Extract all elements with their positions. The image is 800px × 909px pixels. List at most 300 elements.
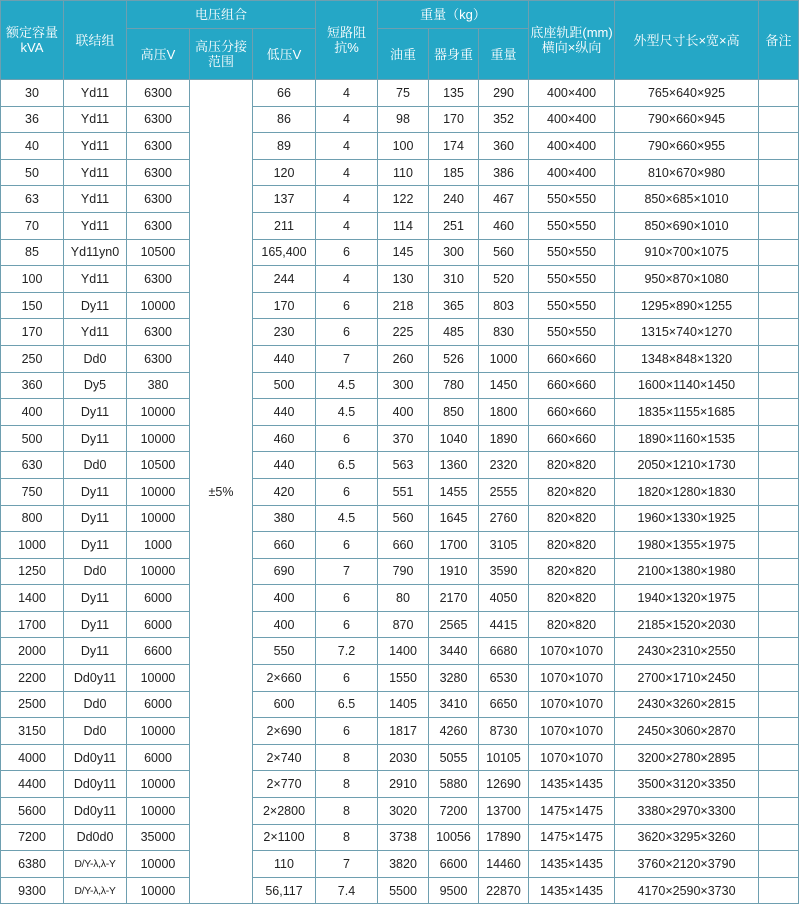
hv-cell: 6000 xyxy=(127,691,190,718)
hv-cell: 10000 xyxy=(127,478,190,505)
remark-cell xyxy=(759,133,799,160)
hv-cell: 6300 xyxy=(127,345,190,372)
hv-cell: 10000 xyxy=(127,718,190,745)
body-weight-cell: 5055 xyxy=(429,744,479,771)
rail-cell: 1475×1475 xyxy=(529,798,615,825)
lv-cell: 2×660 xyxy=(253,665,316,692)
rail-cell: 1070×1070 xyxy=(529,744,615,771)
dimensions-cell: 1960×1330×1925 xyxy=(615,505,759,532)
body-weight-cell: 485 xyxy=(429,319,479,346)
connection-cell: Dy11 xyxy=(64,611,127,638)
body-weight-cell: 251 xyxy=(429,212,479,239)
impedance-cell: 4.5 xyxy=(316,399,378,426)
dimensions-cell: 1295×890×1255 xyxy=(615,292,759,319)
total-weight-cell: 6650 xyxy=(479,691,529,718)
table-header xyxy=(1,1,799,80)
table-row xyxy=(1,505,799,532)
impedance-cell: 7 xyxy=(316,345,378,372)
dimensions-cell: 790×660×945 xyxy=(615,106,759,133)
total-weight-cell: 3105 xyxy=(479,532,529,559)
hv-cell: 10500 xyxy=(127,239,190,266)
capacity-cell: 4400 xyxy=(1,771,64,798)
body-weight-cell: 1040 xyxy=(429,425,479,452)
lv-cell: 2×1100 xyxy=(253,824,316,851)
lv-cell: 600 xyxy=(253,691,316,718)
remark-cell xyxy=(759,212,799,239)
header-hv: 高压V xyxy=(127,29,190,80)
body-weight-cell: 2565 xyxy=(429,611,479,638)
hv-cell: 10000 xyxy=(127,399,190,426)
oil-weight-cell: 114 xyxy=(378,212,429,239)
oil-weight-cell: 1405 xyxy=(378,691,429,718)
body-weight-cell: 4260 xyxy=(429,718,479,745)
lv-cell: 230 xyxy=(253,319,316,346)
total-weight-cell: 8730 xyxy=(479,718,529,745)
connection-cell: Yd11 xyxy=(64,133,127,160)
lv-cell: 120 xyxy=(253,159,316,186)
lv-cell: 550 xyxy=(253,638,316,665)
hv-cell: 6300 xyxy=(127,186,190,213)
total-weight-cell: 13700 xyxy=(479,798,529,825)
remark-cell xyxy=(759,771,799,798)
connection-cell: Dd0 xyxy=(64,452,127,479)
body-weight-cell: 300 xyxy=(429,239,479,266)
table-row xyxy=(1,399,799,426)
impedance-cell: 4 xyxy=(316,133,378,160)
total-weight-cell: 4415 xyxy=(479,611,529,638)
total-weight-cell: 12690 xyxy=(479,771,529,798)
lv-cell: 2×740 xyxy=(253,744,316,771)
remark-cell xyxy=(759,638,799,665)
connection-cell: Yd11 xyxy=(64,212,127,239)
rail-cell: 820×820 xyxy=(529,478,615,505)
capacity-cell: 360 xyxy=(1,372,64,399)
body-weight-cell: 3280 xyxy=(429,665,479,692)
impedance-cell: 6 xyxy=(316,292,378,319)
hv-cell: 1000 xyxy=(127,532,190,559)
dimensions-cell: 3500×3120×3350 xyxy=(615,771,759,798)
remark-cell xyxy=(759,824,799,851)
hv-cell: 10000 xyxy=(127,798,190,825)
rail-cell: 820×820 xyxy=(529,505,615,532)
hv-cell: 6300 xyxy=(127,159,190,186)
total-weight-cell: 6680 xyxy=(479,638,529,665)
oil-weight-cell: 1400 xyxy=(378,638,429,665)
lv-cell: 56,117 xyxy=(253,877,316,904)
table-row xyxy=(1,851,799,878)
table-row xyxy=(1,585,799,612)
connection-cell: Dy11 xyxy=(64,425,127,452)
total-weight-cell: 1000 xyxy=(479,345,529,372)
capacity-cell: 170 xyxy=(1,319,64,346)
oil-weight-cell: 660 xyxy=(378,532,429,559)
body-weight-cell: 5880 xyxy=(429,771,479,798)
rail-cell: 1475×1475 xyxy=(529,824,615,851)
lv-cell: 86 xyxy=(253,106,316,133)
hv-cell: 6300 xyxy=(127,212,190,239)
dimensions-cell: 3200×2780×2895 xyxy=(615,744,759,771)
dimensions-cell: 810×670×980 xyxy=(615,159,759,186)
oil-weight-cell: 790 xyxy=(378,558,429,585)
capacity-cell: 63 xyxy=(1,186,64,213)
impedance-cell: 4 xyxy=(316,186,378,213)
lv-cell: 440 xyxy=(253,345,316,372)
total-weight-cell: 1890 xyxy=(479,425,529,452)
total-weight-cell: 17890 xyxy=(479,824,529,851)
connection-cell: D/Y-λ,λ-Y xyxy=(64,877,127,904)
table-row xyxy=(1,665,799,692)
dimensions-cell: 3760×2120×3790 xyxy=(615,851,759,878)
body-weight-cell: 185 xyxy=(429,159,479,186)
table-row xyxy=(1,345,799,372)
capacity-cell: 5600 xyxy=(1,798,64,825)
oil-weight-cell: 560 xyxy=(378,505,429,532)
body-weight-cell: 850 xyxy=(429,399,479,426)
table-row xyxy=(1,239,799,266)
header-rail: 底座轨距(mm)横向×纵向 xyxy=(529,1,615,80)
total-weight-cell: 1450 xyxy=(479,372,529,399)
rail-cell: 550×550 xyxy=(529,319,615,346)
connection-cell: Dd0 xyxy=(64,718,127,745)
remark-cell xyxy=(759,505,799,532)
header-hv-tap: 高压分接范围 xyxy=(190,29,253,80)
total-weight-cell: 460 xyxy=(479,212,529,239)
header-lv: 低压V xyxy=(253,29,316,80)
capacity-cell: 750 xyxy=(1,478,64,505)
impedance-cell: 4 xyxy=(316,80,378,107)
capacity-cell: 150 xyxy=(1,292,64,319)
capacity-cell: 630 xyxy=(1,452,64,479)
connection-cell: Dy11 xyxy=(64,585,127,612)
remark-cell xyxy=(759,159,799,186)
table-row xyxy=(1,292,799,319)
lv-cell: 2×690 xyxy=(253,718,316,745)
oil-weight-cell: 370 xyxy=(378,425,429,452)
hv-cell: 10000 xyxy=(127,851,190,878)
total-weight-cell: 467 xyxy=(479,186,529,213)
table-row xyxy=(1,106,799,133)
capacity-cell: 70 xyxy=(1,212,64,239)
connection-cell: Yd11 xyxy=(64,80,127,107)
impedance-cell: 4 xyxy=(316,266,378,293)
connection-cell: Dd0d0 xyxy=(64,824,127,851)
capacity-cell: 2200 xyxy=(1,665,64,692)
lv-cell: 170 xyxy=(253,292,316,319)
impedance-cell: 4 xyxy=(316,212,378,239)
hv-cell: 6300 xyxy=(127,319,190,346)
remark-cell xyxy=(759,877,799,904)
table-row xyxy=(1,212,799,239)
lv-cell: 460 xyxy=(253,425,316,452)
impedance-cell: 7.2 xyxy=(316,638,378,665)
impedance-cell: 8 xyxy=(316,744,378,771)
body-weight-cell: 170 xyxy=(429,106,479,133)
capacity-cell: 36 xyxy=(1,106,64,133)
rail-cell: 1435×1435 xyxy=(529,771,615,798)
lv-cell: 2×770 xyxy=(253,771,316,798)
remark-cell xyxy=(759,106,799,133)
impedance-cell: 6.5 xyxy=(316,452,378,479)
dimensions-cell: 2100×1380×1980 xyxy=(615,558,759,585)
dimensions-cell: 1940×1320×1975 xyxy=(615,585,759,612)
connection-cell: Yd11 xyxy=(64,159,127,186)
table-row xyxy=(1,532,799,559)
dimensions-cell: 2450×3060×2870 xyxy=(615,718,759,745)
table-row xyxy=(1,744,799,771)
remark-cell xyxy=(759,665,799,692)
remark-cell xyxy=(759,266,799,293)
capacity-cell: 400 xyxy=(1,399,64,426)
table-row xyxy=(1,425,799,452)
connection-cell: Dd0y11 xyxy=(64,744,127,771)
capacity-cell: 500 xyxy=(1,425,64,452)
body-weight-cell: 6600 xyxy=(429,851,479,878)
oil-weight-cell: 3738 xyxy=(378,824,429,851)
body-weight-cell: 9500 xyxy=(429,877,479,904)
body-weight-cell: 1360 xyxy=(429,452,479,479)
total-weight-cell: 360 xyxy=(479,133,529,160)
remark-cell xyxy=(759,798,799,825)
header-weight-group: 重量（kg） xyxy=(378,1,529,29)
capacity-cell: 40 xyxy=(1,133,64,160)
rail-cell: 660×660 xyxy=(529,425,615,452)
rail-cell: 1070×1070 xyxy=(529,638,615,665)
dimensions-cell: 4170×2590×3730 xyxy=(615,877,759,904)
header-capacity: 额定容量kVA xyxy=(1,1,64,80)
oil-weight-cell: 563 xyxy=(378,452,429,479)
hv-cell: 10000 xyxy=(127,558,190,585)
impedance-cell: 6 xyxy=(316,611,378,638)
lv-cell: 380 xyxy=(253,505,316,532)
oil-weight-cell: 551 xyxy=(378,478,429,505)
capacity-cell: 85 xyxy=(1,239,64,266)
total-weight-cell: 1800 xyxy=(479,399,529,426)
lv-cell: 420 xyxy=(253,478,316,505)
dimensions-cell: 1348×848×1320 xyxy=(615,345,759,372)
body-weight-cell: 135 xyxy=(429,80,479,107)
rail-cell: 660×660 xyxy=(529,345,615,372)
connection-cell: Yd11 xyxy=(64,319,127,346)
connection-cell: Yd11 xyxy=(64,106,127,133)
dimensions-cell: 1835×1155×1685 xyxy=(615,399,759,426)
remark-cell xyxy=(759,292,799,319)
dimensions-cell: 1890×1160×1535 xyxy=(615,425,759,452)
oil-weight-cell: 2910 xyxy=(378,771,429,798)
impedance-cell: 4.5 xyxy=(316,372,378,399)
dimensions-cell: 910×700×1075 xyxy=(615,239,759,266)
rail-cell: 820×820 xyxy=(529,611,615,638)
lv-cell: 400 xyxy=(253,611,316,638)
lv-cell: 400 xyxy=(253,585,316,612)
hv-cell: 6000 xyxy=(127,744,190,771)
rail-cell: 660×660 xyxy=(529,399,615,426)
body-weight-cell: 365 xyxy=(429,292,479,319)
lv-cell: 110 xyxy=(253,851,316,878)
hv-cell: 6300 xyxy=(127,266,190,293)
remark-cell xyxy=(759,425,799,452)
remark-cell xyxy=(759,718,799,745)
lv-cell: 2×2800 xyxy=(253,798,316,825)
table-body xyxy=(1,80,799,904)
table-row xyxy=(1,691,799,718)
total-weight-cell: 3590 xyxy=(479,558,529,585)
header-oil-weight: 油重 xyxy=(378,29,429,80)
dimensions-cell: 1820×1280×1830 xyxy=(615,478,759,505)
hv-cell: 10000 xyxy=(127,665,190,692)
table-row xyxy=(1,638,799,665)
rail-cell: 820×820 xyxy=(529,452,615,479)
impedance-cell: 7 xyxy=(316,851,378,878)
remark-cell xyxy=(759,478,799,505)
connection-cell: Dd0y11 xyxy=(64,665,127,692)
table-row xyxy=(1,718,799,745)
body-weight-cell: 526 xyxy=(429,345,479,372)
total-weight-cell: 352 xyxy=(479,106,529,133)
rail-cell: 1070×1070 xyxy=(529,718,615,745)
table-row xyxy=(1,478,799,505)
oil-weight-cell: 870 xyxy=(378,611,429,638)
lv-cell: 165,400 xyxy=(253,239,316,266)
hv-cell: 6000 xyxy=(127,585,190,612)
rail-cell: 400×400 xyxy=(529,159,615,186)
connection-cell: Dy11 xyxy=(64,478,127,505)
lv-cell: 244 xyxy=(253,266,316,293)
total-weight-cell: 560 xyxy=(479,239,529,266)
remark-cell xyxy=(759,345,799,372)
table-row xyxy=(1,877,799,904)
body-weight-cell: 310 xyxy=(429,266,479,293)
hv-tap-range-cell: ±5% xyxy=(190,80,253,904)
hv-cell: 6300 xyxy=(127,133,190,160)
hv-cell: 6000 xyxy=(127,611,190,638)
capacity-cell: 9300 xyxy=(1,877,64,904)
capacity-cell: 250 xyxy=(1,345,64,372)
oil-weight-cell: 100 xyxy=(378,133,429,160)
table-row xyxy=(1,159,799,186)
remark-cell xyxy=(759,372,799,399)
body-weight-cell: 1700 xyxy=(429,532,479,559)
dimensions-cell: 2700×1710×2450 xyxy=(615,665,759,692)
connection-cell: D/Y-λ,λ-Y xyxy=(64,851,127,878)
rail-cell: 400×400 xyxy=(529,133,615,160)
hv-cell: 10000 xyxy=(127,292,190,319)
body-weight-cell: 10056 xyxy=(429,824,479,851)
total-weight-cell: 290 xyxy=(479,80,529,107)
lv-cell: 440 xyxy=(253,452,316,479)
impedance-cell: 4 xyxy=(316,159,378,186)
impedance-cell: 7 xyxy=(316,558,378,585)
dimensions-cell: 765×640×925 xyxy=(615,80,759,107)
capacity-cell: 6380 xyxy=(1,851,64,878)
hv-cell: 10000 xyxy=(127,771,190,798)
header-total-weight: 重量 xyxy=(479,29,529,80)
table-row xyxy=(1,186,799,213)
capacity-cell: 1400 xyxy=(1,585,64,612)
impedance-cell: 6 xyxy=(316,665,378,692)
capacity-cell: 30 xyxy=(1,80,64,107)
total-weight-cell: 4050 xyxy=(479,585,529,612)
connection-cell: Dy11 xyxy=(64,292,127,319)
oil-weight-cell: 1817 xyxy=(378,718,429,745)
impedance-cell: 8 xyxy=(316,771,378,798)
remark-cell xyxy=(759,585,799,612)
rail-cell: 550×550 xyxy=(529,186,615,213)
oil-weight-cell: 1550 xyxy=(378,665,429,692)
oil-weight-cell: 122 xyxy=(378,186,429,213)
total-weight-cell: 386 xyxy=(479,159,529,186)
remark-cell xyxy=(759,532,799,559)
body-weight-cell: 7200 xyxy=(429,798,479,825)
lv-cell: 211 xyxy=(253,212,316,239)
connection-cell: Dy11 xyxy=(64,399,127,426)
connection-cell: Dd0 xyxy=(64,691,127,718)
impedance-cell: 7.4 xyxy=(316,877,378,904)
total-weight-cell: 520 xyxy=(479,266,529,293)
rail-cell: 660×660 xyxy=(529,372,615,399)
connection-cell: Dd0y11 xyxy=(64,771,127,798)
hv-cell: 10500 xyxy=(127,452,190,479)
oil-weight-cell: 145 xyxy=(378,239,429,266)
dimensions-cell: 850×690×1010 xyxy=(615,212,759,239)
hv-cell: 35000 xyxy=(127,824,190,851)
rail-cell: 400×400 xyxy=(529,106,615,133)
lv-cell: 690 xyxy=(253,558,316,585)
impedance-cell: 6 xyxy=(316,319,378,346)
remark-cell xyxy=(759,851,799,878)
rail-cell: 820×820 xyxy=(529,532,615,559)
table-row xyxy=(1,80,799,107)
table-row xyxy=(1,798,799,825)
oil-weight-cell: 5500 xyxy=(378,877,429,904)
hv-cell: 6600 xyxy=(127,638,190,665)
lv-cell: 500 xyxy=(253,372,316,399)
total-weight-cell: 6530 xyxy=(479,665,529,692)
rail-cell: 550×550 xyxy=(529,266,615,293)
oil-weight-cell: 110 xyxy=(378,159,429,186)
header-remark: 备注 xyxy=(759,1,799,80)
capacity-cell: 7200 xyxy=(1,824,64,851)
remark-cell xyxy=(759,186,799,213)
lv-cell: 66 xyxy=(253,80,316,107)
remark-cell xyxy=(759,80,799,107)
dimensions-cell: 1600×1140×1450 xyxy=(615,372,759,399)
impedance-cell: 6 xyxy=(316,532,378,559)
table-row xyxy=(1,824,799,851)
connection-cell: Yd11yn0 xyxy=(64,239,127,266)
lv-cell: 440 xyxy=(253,399,316,426)
oil-weight-cell: 98 xyxy=(378,106,429,133)
total-weight-cell: 2320 xyxy=(479,452,529,479)
table-row xyxy=(1,372,799,399)
rail-cell: 550×550 xyxy=(529,239,615,266)
connection-cell: Dd0y11 xyxy=(64,798,127,825)
oil-weight-cell: 400 xyxy=(378,399,429,426)
impedance-cell: 6 xyxy=(316,718,378,745)
dimensions-cell: 3620×3295×3260 xyxy=(615,824,759,851)
total-weight-cell: 2760 xyxy=(479,505,529,532)
rail-cell: 550×550 xyxy=(529,292,615,319)
body-weight-cell: 1910 xyxy=(429,558,479,585)
capacity-cell: 100 xyxy=(1,266,64,293)
remark-cell xyxy=(759,691,799,718)
dimensions-cell: 950×870×1080 xyxy=(615,266,759,293)
oil-weight-cell: 3820 xyxy=(378,851,429,878)
impedance-cell: 6.5 xyxy=(316,691,378,718)
capacity-cell: 4000 xyxy=(1,744,64,771)
rail-cell: 1070×1070 xyxy=(529,665,615,692)
impedance-cell: 6 xyxy=(316,585,378,612)
impedance-cell: 4.5 xyxy=(316,505,378,532)
